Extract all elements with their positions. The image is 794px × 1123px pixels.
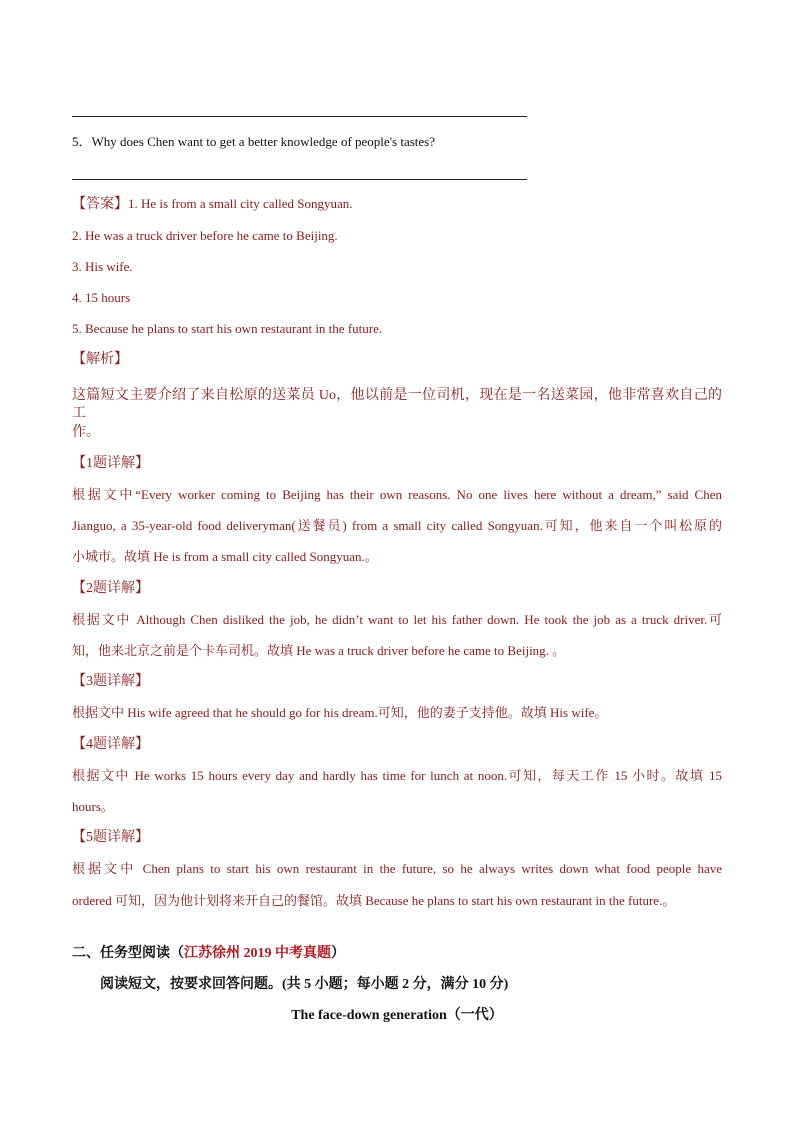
detail-3-tag: 【3题详解】 xyxy=(72,674,149,689)
answer-2: 2. He was a truck driver before he came to Beijing. xyxy=(72,228,338,243)
detail-1-line2: Jianguo, a 35-year-old food deliveryman(送餐员) from a small city called Songyuan.可知，他来自一个叫松原的 xyxy=(72,518,722,533)
answer-1-text: 1. He is from a small city called Songyuan. xyxy=(128,196,353,211)
answer-blank-line-4 xyxy=(72,116,527,117)
analysis-summary-line1: 这篇短文主要介绍了来自松原的送菜员 Uo，他以前是一位司机，现在是一名送菜园，他非常喜欢自己的工 xyxy=(72,388,722,421)
question-5: 5．Why does Chen want to get a better knowledge of people's tastes? xyxy=(72,134,435,149)
detail-1-tag: 【1题详解】 xyxy=(72,456,149,471)
passage-title: The face-down generation（一代） xyxy=(291,1008,503,1023)
detail-4-line2: hours。 xyxy=(72,799,114,814)
analysis-summary-line2: 作。 xyxy=(72,425,100,440)
detail-5-line1: 根据文中 Chen plans to start his own restaurant in the future, so he always writes down what food people have xyxy=(72,861,722,876)
section-2-heading-suffix: ） xyxy=(331,946,345,961)
detail-5-line2: ordered 可知，因为他计划将来开自己的餐馆。故填 Because he plans to start his own restaurant in the future.。 xyxy=(72,893,676,908)
detail-2-line2: 知，他来北京之前是个卡车司机。故填 He was a truck driver before he came to Beijing. 。 xyxy=(72,643,566,658)
answer-tag: 【答案】 xyxy=(72,197,128,212)
answer-blank-line-5 xyxy=(72,179,527,180)
answer-5: 5. Because he plans to start his own restaurant in the future. xyxy=(72,321,383,336)
section-2-heading xyxy=(72,945,345,963)
answer-4: 4. 15 hours xyxy=(72,290,131,305)
detail-3-line1: 根据文中 His wife agreed that he should go for his dream.可知，他的妻子支持他。故填 His wife。 xyxy=(72,705,608,720)
analysis-tag: 【解析】 xyxy=(72,352,128,367)
detail-4-line1: 根据文中 He works 15 hours every day and hardly has time for lunch at noon.可知，每天工作 15 小时。故填 15 xyxy=(72,768,722,783)
detail-2-line1: 根据文中 Although Chen disliked the job, he didn’t want to let his father down. He took the job as a truck driver.可 xyxy=(72,612,722,627)
section-2-heading-prefix: 二、任务型阅读（ xyxy=(72,946,184,961)
section-2-instruction: 阅读短文，按要求回答问题。(共 5 小题；每小题 2 分，满分 10 分) xyxy=(100,977,509,992)
detail-2-tag: 【2题详解】 xyxy=(72,581,149,596)
section-2-source: 江苏徐州 2019 中考真题 xyxy=(184,946,331,961)
detail-1-line3: 小城市。故填 He is from a small city called Songyuan.。 xyxy=(72,549,378,564)
detail-5-tag: 【5题详解】 xyxy=(72,830,149,845)
answer-1 xyxy=(72,195,353,214)
detail-1-line1: 根据文中“Every worker coming to Beijing has their own reasons. No one lives here without a dream,” said Chen xyxy=(72,487,722,502)
detail-4-tag: 【4题详解】 xyxy=(72,737,149,752)
answer-3: 3. His wife. xyxy=(72,259,133,274)
